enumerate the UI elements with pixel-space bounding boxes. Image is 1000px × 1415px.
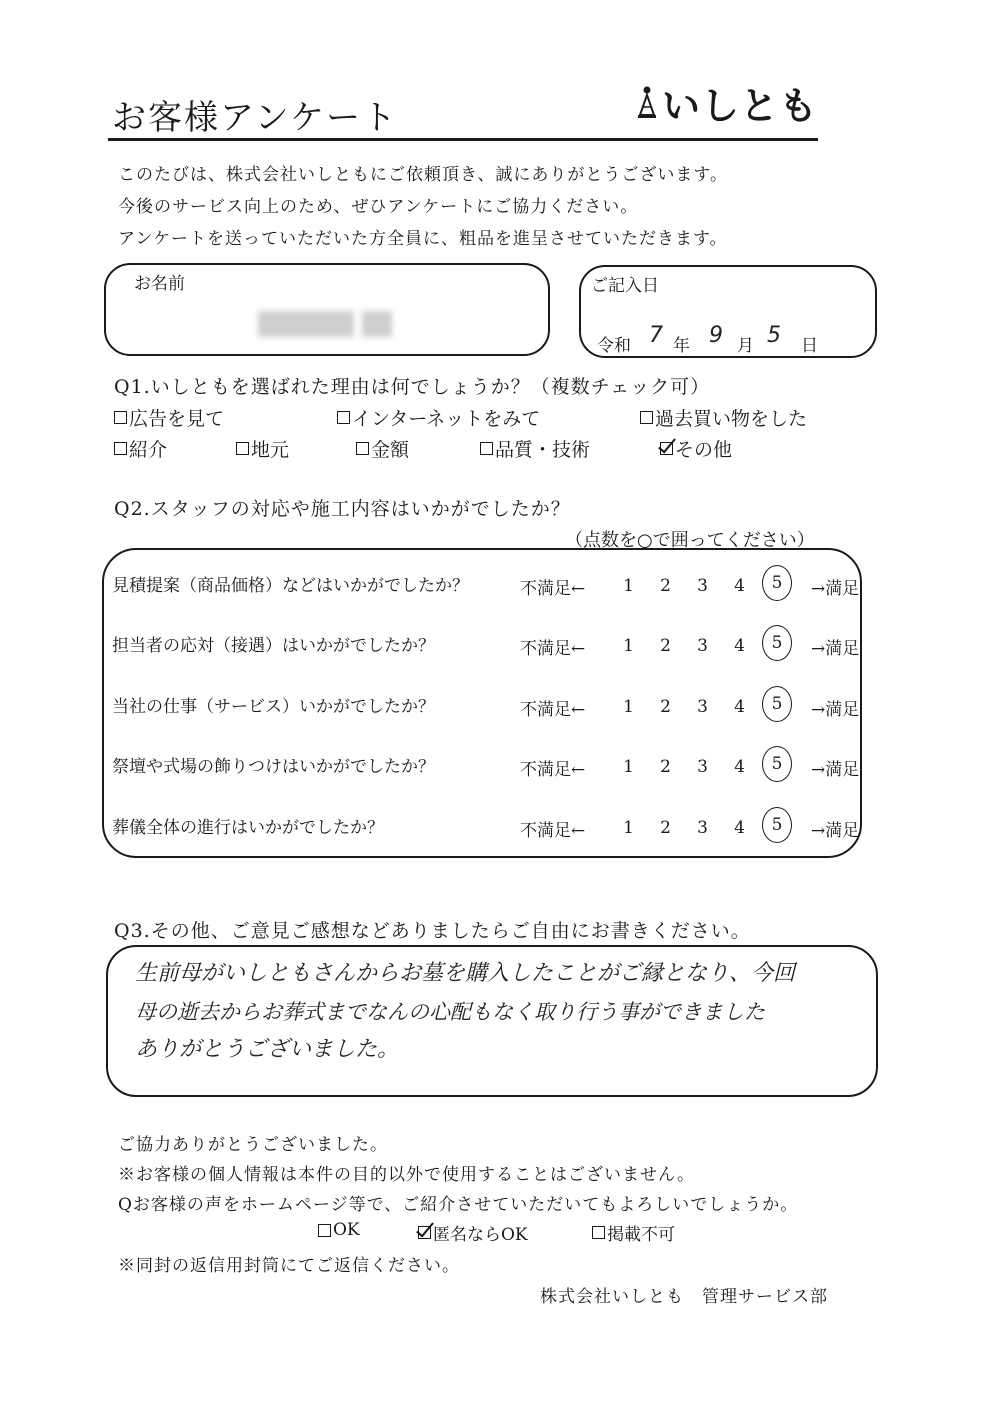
scale-4[interactable]: 4 <box>734 818 745 838</box>
q1-option[interactable]: 過去買い物をした <box>640 404 807 431</box>
scale-low-label: 不満足← <box>520 820 586 841</box>
scale-1[interactable]: 1 <box>623 576 634 596</box>
rating-scale[interactable] <box>520 686 859 722</box>
comment-line: 生前母がいしともさんからお墓を購入したことがご縁となり、今回 <box>135 961 796 986</box>
q1-option[interactable]: 紹介 <box>114 435 167 462</box>
checkbox-icon[interactable] <box>318 1224 331 1237</box>
date-month-unit: 月 <box>737 336 754 356</box>
q3-question: Q3.その他、ご意見ご感想などありましたらご自由にお書きください。 <box>114 920 751 942</box>
date-year-unit: 年 <box>673 336 690 356</box>
name-label: お名前 <box>134 274 185 294</box>
q1-option[interactable]: 地元 <box>236 435 289 462</box>
scale-high-label: →満足 <box>811 820 860 841</box>
scale-3[interactable]: 3 <box>697 576 708 596</box>
privacy-note: ※お客様の個人情報は本件の目的以外で使用することはございません。 <box>118 1165 696 1185</box>
rating-scale[interactable] <box>520 746 859 782</box>
checkbox-icon[interactable] <box>236 442 249 455</box>
date-era: 令和 <box>597 336 631 356</box>
redacted-name <box>258 311 354 337</box>
scale-4[interactable]: 4 <box>734 576 745 596</box>
rating-question: 担当者の応対（接遇）はいかがでしたか？ <box>112 636 435 656</box>
checkbox-icon[interactable] <box>592 1226 605 1239</box>
scale-2[interactable]: 2 <box>660 636 671 656</box>
return-note: ※同封の返信用封筒にてご返信ください。 <box>118 1256 460 1276</box>
date-label: ご記入日 <box>591 276 659 296</box>
q2-instruction: （点数を○で囲ってください） <box>565 530 815 551</box>
checkbox-icon[interactable] <box>114 442 127 455</box>
rating-row <box>0 686 1000 720</box>
scale-1[interactable]: 1 <box>623 697 634 717</box>
scale-high-label: →満足 <box>811 578 860 599</box>
scale-high-label: →満足 <box>811 699 860 720</box>
scale-low-label: 不満足← <box>520 578 586 599</box>
q1-question: Q1.いしともを選ばれた理由は何でしょうか？（複数チェック可） <box>114 376 711 398</box>
scale-5-selected[interactable]: 5 <box>762 807 792 843</box>
checkbox-icon[interactable] <box>114 411 127 424</box>
checkbox-icon[interactable] <box>337 411 350 424</box>
rating-row <box>0 625 1000 659</box>
scale-3[interactable]: 3 <box>697 818 708 838</box>
rating-question: 葬儀全体の進行はいかがでしたか？ <box>112 818 384 838</box>
name-box <box>104 263 550 356</box>
scale-3[interactable]: 3 <box>697 697 708 717</box>
rating-question: 当社の仕事（サービス）いかがでしたか？ <box>112 697 435 717</box>
rating-question: 祭壇や式場の飾りつけはいかがでしたか？ <box>112 757 435 777</box>
scale-5-selected[interactable]: 5 <box>762 565 792 601</box>
signature: 株式会社いしとも 管理サービス部 <box>540 1287 828 1307</box>
rating-scale[interactable] <box>520 565 859 601</box>
date-year: 7 <box>649 323 663 348</box>
scale-5-selected[interactable]: 5 <box>762 746 792 782</box>
publish-option-anonymous[interactable]: 匿名ならOK <box>418 1220 528 1245</box>
publish-question: Qお客様の声をホームページ等で、ご紹介させていただいてもよろしいでしょうか。 <box>118 1195 799 1215</box>
scale-high-label: →満足 <box>811 638 860 659</box>
rating-scale[interactable] <box>520 625 859 661</box>
checkbox-icon[interactable] <box>480 442 493 455</box>
checkbox-checked-icon[interactable] <box>660 442 673 455</box>
q1-option[interactable]: 広告を見て <box>114 404 224 431</box>
scale-low-label: 不満足← <box>520 699 586 720</box>
thanks-text: ご協力ありがとうございました。 <box>118 1135 388 1155</box>
scale-1[interactable]: 1 <box>623 818 634 838</box>
intro-line: 今後のサービス向上のため、ぜひアンケートにご協力ください。 <box>118 197 639 217</box>
rating-question: 見積提案（商品価格）などはいかがでしたか？ <box>112 576 469 596</box>
q1-option[interactable]: 品質・技術 <box>480 435 590 462</box>
date-box <box>579 265 877 358</box>
scale-2[interactable]: 2 <box>660 757 671 777</box>
scale-4[interactable]: 4 <box>734 697 745 717</box>
title-divider <box>108 138 818 141</box>
date-day-unit: 日 <box>801 336 818 356</box>
redacted-name <box>362 311 392 337</box>
rating-row <box>0 807 1000 841</box>
page-title: お客様アンケート <box>112 98 398 138</box>
scale-3[interactable]: 3 <box>697 636 708 656</box>
company-logo <box>636 82 819 128</box>
q1-option[interactable]: その他 <box>660 435 732 462</box>
checkbox-icon[interactable] <box>356 442 369 455</box>
scale-4[interactable]: 4 <box>734 757 745 777</box>
scale-low-label: 不満足← <box>520 759 586 780</box>
scale-high-label: →満足 <box>811 759 860 780</box>
publish-option-ok[interactable]: OK <box>318 1220 360 1240</box>
date-month: 9 <box>709 323 723 348</box>
scale-5-selected[interactable]: 5 <box>762 625 792 661</box>
checkbox-icon[interactable] <box>640 411 653 424</box>
scale-4[interactable]: 4 <box>734 636 745 656</box>
scale-1[interactable]: 1 <box>623 757 634 777</box>
q1-option[interactable]: 金額 <box>356 435 409 462</box>
scale-5-selected[interactable]: 5 <box>762 686 792 722</box>
q2-question: Q2.スタッフの対応や施工内容はいかがでしたか？ <box>114 498 571 520</box>
scale-low-label: 不満足← <box>520 638 586 659</box>
comment-line: 母の逝去からお葬式までなんの心配もなく取り行う事ができました <box>135 1000 765 1024</box>
publish-option-decline[interactable]: 掲載不可 <box>592 1220 675 1245</box>
scale-2[interactable]: 2 <box>660 818 671 838</box>
scale-2[interactable]: 2 <box>660 576 671 596</box>
rating-scale[interactable] <box>520 807 859 843</box>
intro-line: アンケートを送っていただいた方全員に、粗品を進呈させていただきます。 <box>118 229 728 249</box>
q1-option[interactable]: インターネットをみて <box>337 404 540 431</box>
scale-3[interactable]: 3 <box>697 757 708 777</box>
logo-text: いしとも <box>662 83 819 128</box>
scale-2[interactable]: 2 <box>660 697 671 717</box>
date-day: 5 <box>767 323 781 348</box>
scale-1[interactable]: 1 <box>623 636 634 656</box>
logo-mark-icon <box>636 85 658 119</box>
checkbox-checked-icon[interactable] <box>418 1226 431 1239</box>
rating-row <box>0 746 1000 780</box>
rating-row <box>0 565 1000 599</box>
comment-line: ありがとうございました。 <box>135 1037 400 1062</box>
intro-line: このたびは、株式会社いしともにご依頼頂き、誠にありがとうございます。 <box>118 165 728 185</box>
